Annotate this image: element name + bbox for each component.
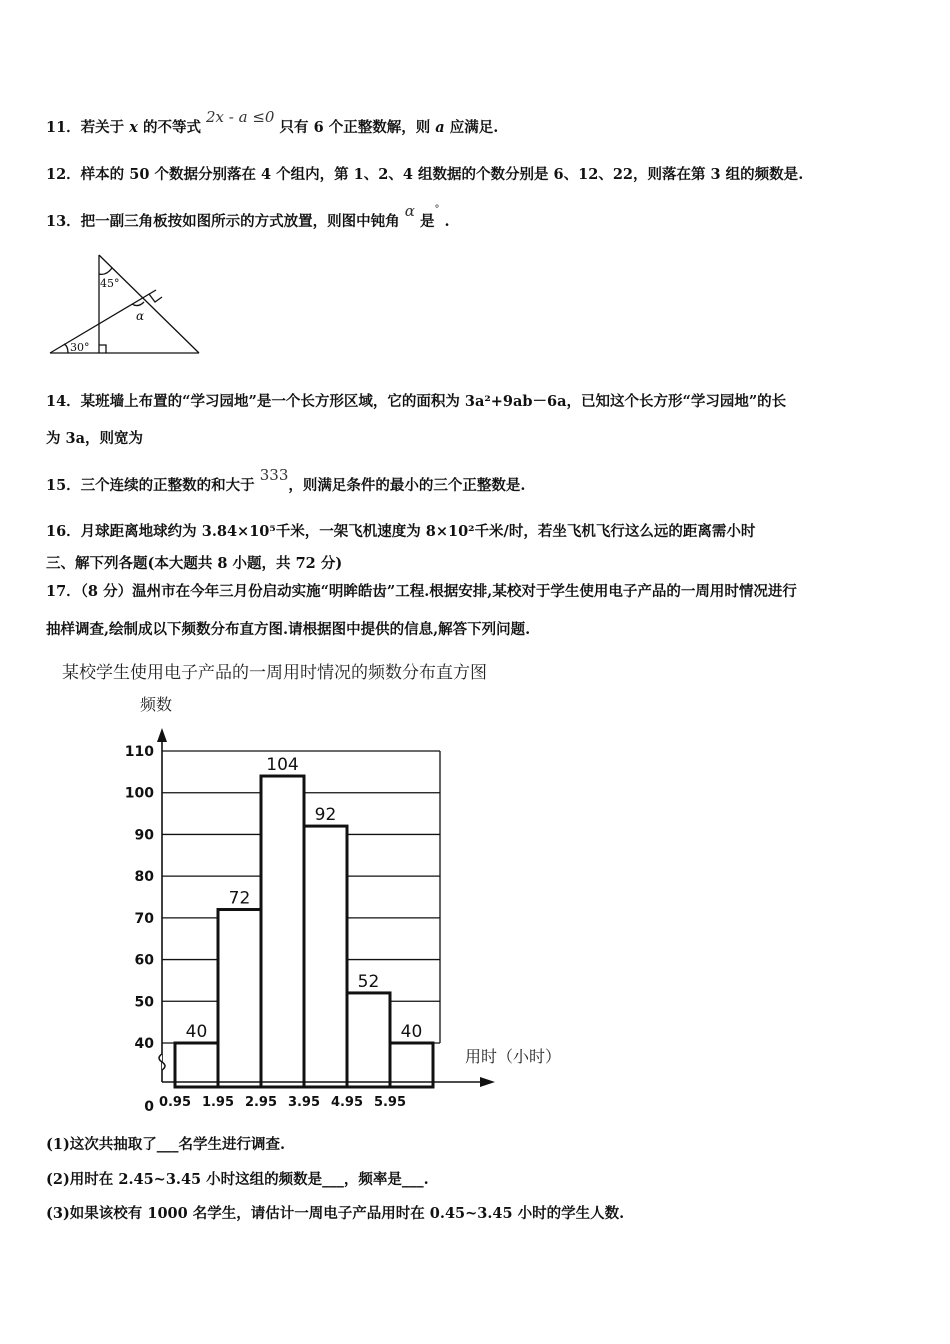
y-tick-label: 70 xyxy=(134,910,154,927)
y-tick-label: 80 xyxy=(134,869,154,886)
chart-ylabel: 频数 xyxy=(140,695,173,714)
question-13 xyxy=(46,202,450,231)
q17-sub1-text: (1)这次共抽取了___名学生进行调查. xyxy=(46,1136,286,1153)
question-15 xyxy=(46,466,526,495)
q15-text: 15．三个连续的正整数的和大于 xyxy=(46,477,255,494)
question-14-line2 xyxy=(46,427,143,448)
q11-end: . xyxy=(493,119,499,136)
y-tick-label: 50 xyxy=(134,994,154,1011)
y-tick-label: 40 xyxy=(134,1036,154,1052)
histogram-bar xyxy=(304,826,347,1087)
arc-30 xyxy=(64,344,68,353)
section-3-heading xyxy=(46,552,342,573)
question-17-sub1 xyxy=(46,1133,285,1154)
q11-text: 11．若关于 xyxy=(46,119,130,136)
q11-text-post2: 应满足 xyxy=(444,119,494,136)
histogram-bar xyxy=(261,776,304,1087)
bar-value-label: 92 xyxy=(314,805,337,826)
section-3-text: 三、解下列各题(本大题共 8 小题，共 72 分) xyxy=(46,555,343,572)
q15-text-post: ，则满足条件的最小的三个正整数是 xyxy=(288,477,521,494)
bar-value-label: 104 xyxy=(266,755,299,776)
hypotenuse-45 xyxy=(99,255,199,353)
question-17-line2 xyxy=(46,618,530,639)
question-17-sub2 xyxy=(46,1168,429,1189)
question-17-sub3 xyxy=(46,1202,624,1223)
q16-end: 小时 xyxy=(726,523,756,540)
q13-is: 是 xyxy=(419,213,435,230)
q13-end: . xyxy=(444,213,450,230)
bar-value-label: 52 xyxy=(357,971,380,992)
y-tick-label: 90 xyxy=(134,827,154,844)
q11-text-mid: 的不等式 xyxy=(137,119,201,136)
chart-title: 某校学生使用电子产品的一周用时情况的频数分布直方图 xyxy=(62,663,487,683)
x-tick-label: 2.95 xyxy=(244,1095,278,1110)
q11-var-a: a xyxy=(435,119,445,136)
q13-degree: ° xyxy=(434,204,440,215)
y-tick-label: 110 xyxy=(124,744,154,760)
x-tick-label: 3.95 xyxy=(287,1095,321,1110)
q14-text: 14．某班墙上布置的“学习园地”是一个长方形区域，它的面积为 3a²+9ab－6a，已知这个长方形“学习园地”的长 xyxy=(46,393,787,410)
q17-sub3-text: (3)如果该校有 1000 名学生，请估计一周电子产品用时在 0.45~3.45 小时的学生人数. xyxy=(46,1205,625,1222)
arc-45 xyxy=(99,268,112,274)
label-30: 30° xyxy=(70,341,90,354)
triangle-set-figure xyxy=(44,250,204,358)
histogram-chart xyxy=(50,650,610,1120)
q15-end: . xyxy=(520,477,526,494)
question-11 xyxy=(46,108,499,137)
question-17-line1 xyxy=(46,580,797,601)
q12-text: 12．样本的 50 个数据分别落在 4 个组内，第 1、2、4 组数据的个数分别是 6、12、22，则落在第 3 组的频数是 xyxy=(46,166,799,183)
label-alpha: α xyxy=(136,309,145,323)
bar-value-label: 40 xyxy=(400,1022,423,1042)
chart-xlabel: 用时（小时） xyxy=(465,1047,562,1066)
label-45: 45° xyxy=(100,277,120,290)
right-angle-mark-1 xyxy=(99,345,106,353)
q11-var-x: x xyxy=(129,119,138,136)
q16-text: 16．月球距离地球约为 3.84×10⁵千米，一架飞机速度为 8×10²千米/时，若坐飞机飞行这么远的距离需 xyxy=(46,523,727,540)
histogram-bar xyxy=(347,993,390,1087)
chart-bars xyxy=(175,776,433,1087)
q12-end: . xyxy=(798,166,804,183)
q14-text-2: 为 3a，则宽为 xyxy=(46,430,144,447)
question-14-line1 xyxy=(46,390,786,411)
histogram-bar xyxy=(218,910,261,1087)
question-16 xyxy=(46,520,755,541)
q15-number: 333 xyxy=(259,466,289,484)
histogram-bar xyxy=(390,1043,433,1087)
y-tick-label: 0 xyxy=(144,1099,154,1115)
q11-formula: 2x - a ≤0 xyxy=(206,108,275,126)
q17-text-2: 抽样调查,绘制成以下频数分布直方图.请根据图中提供的信息,解答下列问题. xyxy=(46,621,531,638)
bar-value-label: 72 xyxy=(228,888,251,909)
y-tick-label: 60 xyxy=(134,952,154,969)
bar-value-label: 40 xyxy=(185,1022,208,1042)
q11-text-post: 只有 6 个正整数解，则 xyxy=(279,119,436,136)
x-tick-label: 5.95 xyxy=(373,1095,407,1110)
q17-sub2-text: (2)用时在 2.45~3.45 小时这组的频数是___，频率是___. xyxy=(46,1171,429,1188)
right-angle-mark-2 xyxy=(149,294,162,302)
y-axis-arrow xyxy=(157,728,167,742)
x-tick-label: 0.95 xyxy=(158,1095,192,1110)
x-tick-label: 4.95 xyxy=(330,1095,364,1110)
q13-text: 13．把一副三角板按如图所示的方式放置，则图中钝角 xyxy=(46,213,400,230)
question-12 xyxy=(46,163,803,184)
x-axis-arrow xyxy=(480,1077,495,1087)
q17-text: 17．（8 分）温州市在今年三月份启动实施“明眸皓齿”工程.根据安排,某校对于学生使用电子产品的一周用时情况进行 xyxy=(46,583,797,600)
axis-break-mark xyxy=(159,1054,165,1070)
q13-alpha: α xyxy=(404,202,415,220)
histogram-bar xyxy=(175,1043,218,1087)
y-tick-label: 100 xyxy=(124,785,154,802)
x-tick-label: 1.95 xyxy=(201,1095,235,1110)
